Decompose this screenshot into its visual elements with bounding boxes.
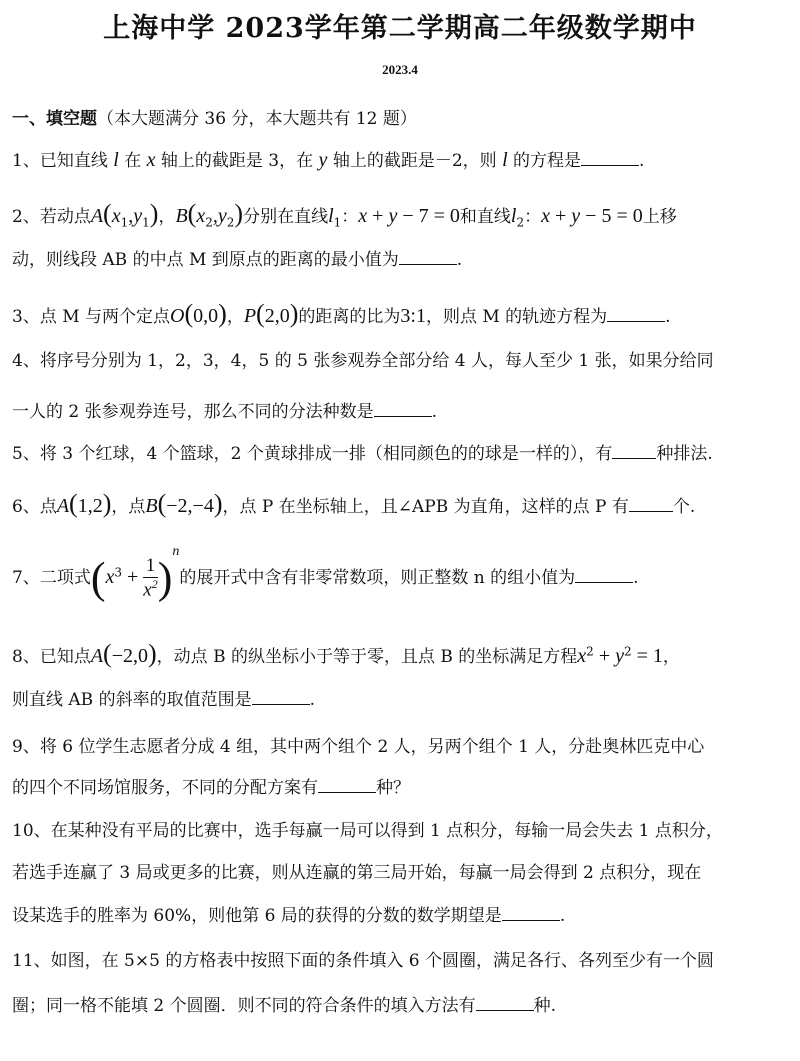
answer-blank-1[interactable] xyxy=(581,149,639,166)
question-4: 4、将序号分别为 1，2，3，4，5 的 5 张参观券全部分给 4 人，每人至少 1 张，如果分给同 xyxy=(12,351,714,371)
question-5: 5、将 3 个红球，4 个篮球，2 个黄球排成一排（相同颜色的的球是一样的），有 种排法. xyxy=(12,444,713,464)
answer-blank-7[interactable] xyxy=(575,566,633,583)
section-heading xyxy=(12,104,417,129)
question-10: 10、在某种没有平局的比赛中，选手每赢一局可以得到 1 点积分，每输一局会失去 1 点积分， xyxy=(12,821,723,841)
section-title: 一、填空题 xyxy=(12,109,97,129)
question-2: 2、若动点$A(x_1,y_1)$，$B(x_2,y_2)$分别在直线$l_1$：x + y − 7 = 0和直线$l_2$：x + y − 5 = 0上移 xyxy=(12,199,677,230)
question-9-line-2: 的四个不同场馆服务，不同的分配方案有 种？ xyxy=(12,778,410,798)
answer-blank-3[interactable] xyxy=(607,305,665,322)
answer-blank-9[interactable] xyxy=(318,776,376,793)
answer-blank-10[interactable] xyxy=(502,904,560,921)
question-8: 8、已知点A(−2,0)，动点 B 的纵坐标小于等于零，且点 B 的坐标满足方程$x^2 + y^2 = 1$， xyxy=(12,639,680,668)
question-10-line-2: 若选手连赢了 3 局或更多的比赛，则从连赢的第三局开始，每赢一局会得到 2 点积分，现在 xyxy=(12,863,702,883)
section-note: （本大题满分 36 分，本大题共有 12 题） xyxy=(97,109,417,129)
question-4-line-2: 一人的 2 张参观券连号，那么不同的分法种数是 . xyxy=(12,402,438,422)
answer-blank-2[interactable] xyxy=(399,248,457,265)
answer-blank-6[interactable] xyxy=(629,495,673,512)
question-10-line-3: 设某选手的胜率为 60%，则他第 6 局的获得的分数的数学期望是 . xyxy=(12,906,566,926)
question-3: 3、点 M 与两个定点O(0,0)，P(2,0)的距离的比为3:1，则点 M 的轨迹方程为 . xyxy=(12,299,671,328)
answer-blank-5[interactable] xyxy=(612,442,656,459)
answer-blank-11[interactable] xyxy=(476,994,534,1011)
question-8-line-2: 则直线 AB 的斜率的取值范围是 . xyxy=(12,690,315,710)
question-11-line-2: 圈；同一格不能填 2 个圆圈．则不同的符合条件的填入方法有 种. xyxy=(12,996,557,1016)
answer-blank-4[interactable] xyxy=(374,400,432,417)
question-7: 7、二项式($x^3$ + $\frac{1}{x^2}$ )$^n$的展开式中含有非零常数项，则正整数 n 的组小值为 . xyxy=(12,544,639,603)
question-11: 11、如图，在 5×5 的方格表中按照下面的条件填入 6 个圆圈，满足各行、各列至少有一个圆 xyxy=(12,951,714,971)
question-6: 6、点A(1,2)，点B(−2,−4)，点 P 在坐标轴上，且∠APB 为直角，这样的点 P 有 个. xyxy=(12,489,696,518)
question-9: 9、将 6 位学生志愿者分成 4 组，其中两个组个 2 人，另两个组个 1 人，分赴奥林匹克中心 xyxy=(12,737,705,757)
exam-date: 2023.4 xyxy=(382,62,418,77)
answer-blank-8[interactable] xyxy=(252,688,310,705)
question-2-line-2: 动，则线段 AB 的中点 M 到原点的距离的最小值为 . xyxy=(12,250,463,270)
exam-title: 上海中学 2023学年第二学期高二年级数学期中 xyxy=(103,13,697,44)
question-1: 1、已知直线 l 在 x 轴上的截距是 3，在 y 轴上的截距是－2，则 l 的方程是 . xyxy=(12,149,645,171)
